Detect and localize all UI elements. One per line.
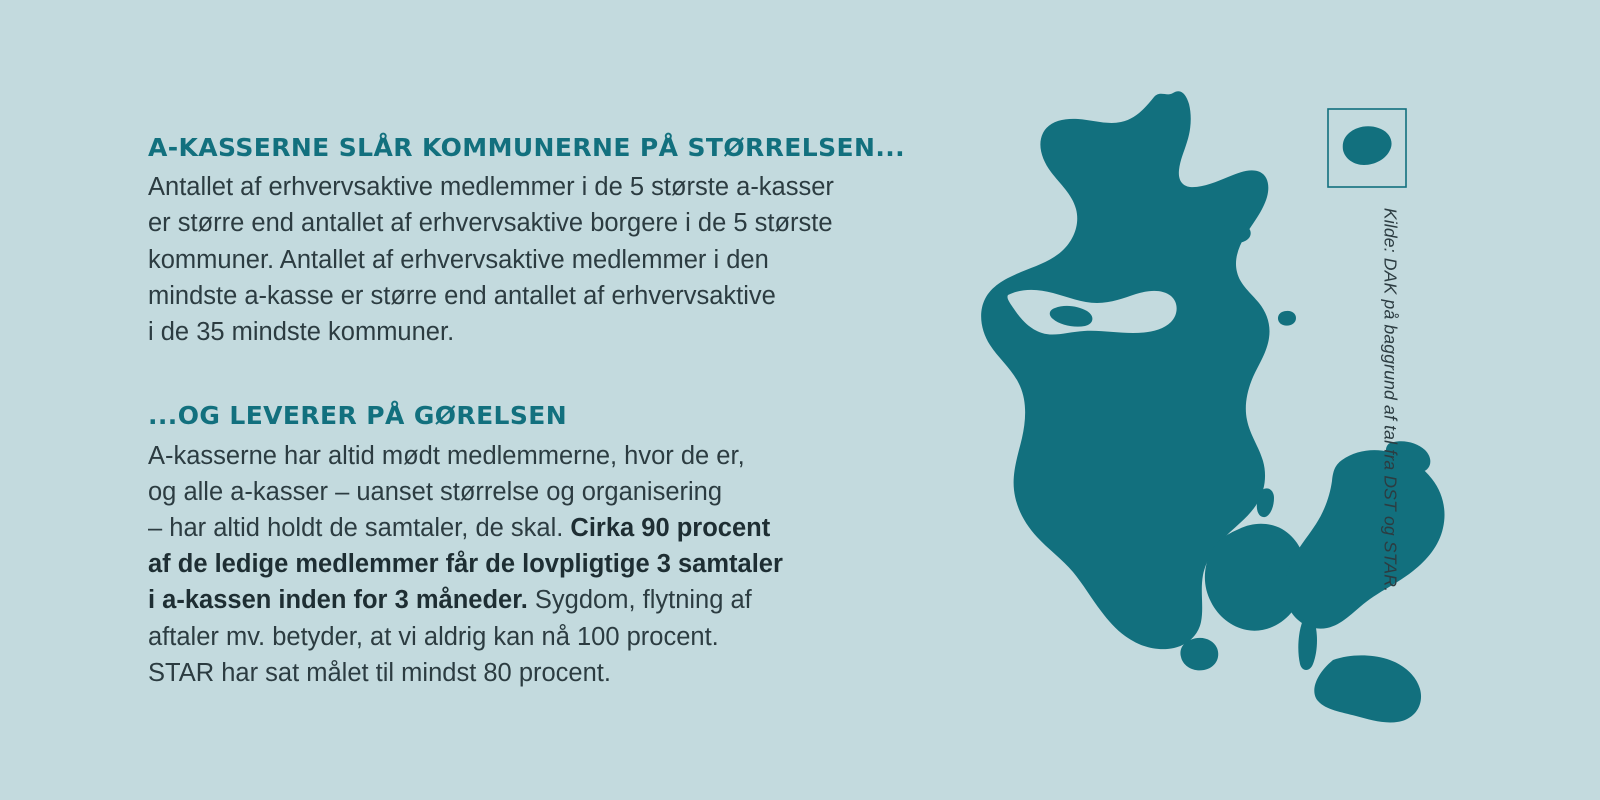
lolland-falster-shape bbox=[1314, 655, 1421, 722]
body-line: – har altid holdt de samtaler, de skal. bbox=[148, 513, 571, 542]
laesoe-shape bbox=[1220, 223, 1251, 243]
map-landmasses bbox=[981, 91, 1444, 722]
als-shape bbox=[1180, 638, 1218, 671]
body-line: Sygdom, flytning af bbox=[527, 586, 752, 615]
body-line: Antallet af erhvervsaktive medlemmer i de 5 største a-kasser bbox=[148, 173, 834, 202]
body-line: STAR har sat målet til mindst 80 procent. bbox=[148, 658, 611, 687]
body-line-bold: i a-kassen inden for 3 måneder. bbox=[148, 586, 528, 615]
source-note: Kilde: DAK på baggrund af tal fra DST og STAR. bbox=[1380, 207, 1401, 593]
block-body-goerelsen bbox=[148, 438, 908, 691]
block-body-stoerrelsen bbox=[148, 169, 908, 350]
block-goerelsen bbox=[148, 400, 908, 691]
body-line: A-kasserne har altid mødt medlemmerne, hvor de er, bbox=[148, 441, 745, 470]
body-line-bold: Cirka 90 procent bbox=[570, 513, 771, 542]
body-line: i de 35 mindste kommuner. bbox=[148, 318, 455, 347]
body-line: og alle a-kasser – uanset størrelse og organisering bbox=[148, 477, 723, 506]
body-line: aftaler mv. betyder, at vi aldrig kan nå 100 procent. bbox=[148, 622, 719, 651]
body-line-bold: af de ledige medlemmer får de lovpligtige 3 samtaler bbox=[148, 550, 783, 579]
body-line: kommuner. Antallet af erhvervsaktive medlemmer i den bbox=[148, 245, 769, 274]
sjaelland-shape bbox=[1285, 450, 1445, 629]
block-heading-stoerrelsen: A-KASSERNE SLÅR KOMMUNERNE PÅ STØRRELSEN... bbox=[148, 133, 906, 162]
langeland-shape bbox=[1298, 618, 1317, 670]
bornholm-shape bbox=[1343, 126, 1392, 165]
block-stoerrelsen bbox=[148, 132, 908, 350]
text-column bbox=[148, 132, 908, 691]
anholt-shape bbox=[1278, 311, 1296, 326]
body-line: mindste a-kasse er større end antallet af erhvervsaktive bbox=[148, 281, 776, 310]
block-heading-goerelsen: ...OG LEVERER PÅ GØRELSEN bbox=[148, 401, 568, 431]
body-line: er større end antallet af erhvervsaktive borgere i de 5 største bbox=[148, 209, 833, 238]
